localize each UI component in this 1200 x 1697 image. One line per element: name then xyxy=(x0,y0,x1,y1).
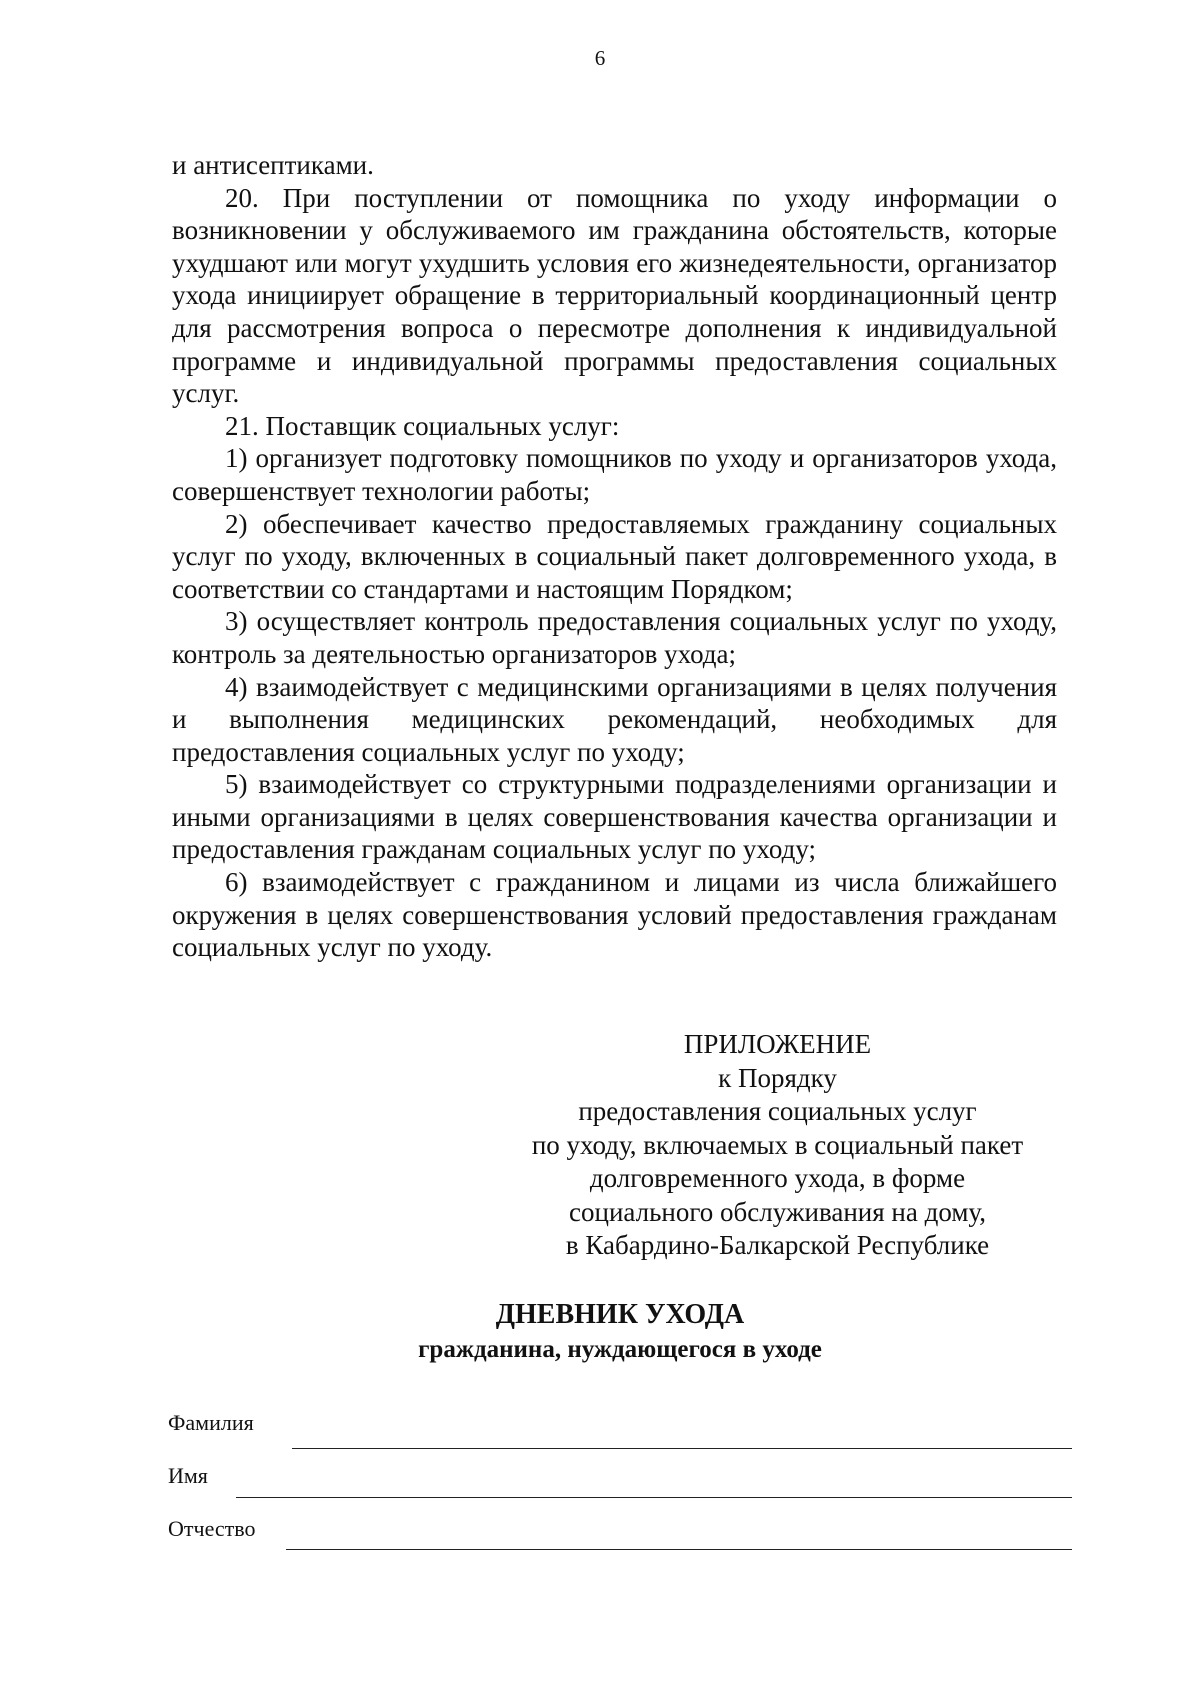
list-item-2: 2) обеспечивает качество предоставляемых гражданину социальных услуг по уходу, включенных в социальный пакет долговременного ухода, в соответствии со стандартами и настоящим Порядком; xyxy=(172,508,1057,604)
surname-label: Фамилия xyxy=(168,1410,254,1435)
list-item-5: 5) взаимодействует со структурными подразделениями организации и иными организациями в целях совершенствования качества организации и предоставления гражданам социальных услуг по уходу; xyxy=(172,769,1057,865)
appendix-line: долговременного ухода, в форме xyxy=(589,1163,966,1193)
paragraph-continuation: и антисептиками. xyxy=(172,150,374,180)
patronymic-label: Отчество xyxy=(168,1516,256,1541)
appendix-line: к Порядку xyxy=(718,1062,837,1093)
paragraph-21: 21. Поставщик социальных услуг: xyxy=(225,410,620,441)
appendix-block xyxy=(505,1028,1050,1263)
appendix-heading: ПРИЛОЖЕНИЕ xyxy=(683,1029,872,1059)
diary-subtitle: гражданина, нуждающегося в уходе xyxy=(418,1336,822,1363)
name-line[interactable] xyxy=(236,1497,1072,1498)
appendix-line: предоставления социальных услуг xyxy=(578,1096,977,1126)
surname-line[interactable] xyxy=(292,1448,1072,1449)
list-item-4: 4) взаимодействует с медицинскими организациями в целях получения и выполнения медицинских рекомендаций, необходимых для предоставления социальных услуг по уходу; xyxy=(172,671,1057,767)
list-item-3: 3) осуществляет контроль предоставления социальных услуг по уходу, контроль за деятельностью организаторов ухода; xyxy=(172,606,1057,669)
list-item-6: 6) взаимодействует с гражданином и лицами из числа ближайшего окружения в целях совершенствования условий предоставления гражданам социальных услуг по уходу. xyxy=(172,867,1057,963)
appendix-line: в Кабардино-Балкарской Республике xyxy=(565,1230,990,1260)
appendix-line: по уходу, включаемых в социальный пакет xyxy=(531,1129,1024,1160)
appendix-line: социального обслуживания на дому, xyxy=(569,1196,986,1227)
list-item-1: 1) организует подготовку помощников по уходу и организаторов ухода, совершенствует технологии работы; xyxy=(172,443,1057,506)
body-text xyxy=(172,149,1057,964)
diary-title: ДНЕВНИК УХОДА xyxy=(495,1299,745,1330)
name-label: Имя xyxy=(168,1463,208,1488)
page-number: 6 xyxy=(594,46,606,70)
paragraph-20: 20. При поступлении от помощника по уходу информации о возникновении у обслуживаемого им гражданина обстоятельств, которые ухудшают или могут ухудшить условия его жизнедеятельности, организатор ухода инициирует обращение в территориальный координационный центр для рассмотрения вопроса о пересмотре дополнения к индивидуальной программе и индивидуальной программы предоставления социальных услуг. xyxy=(172,182,1057,409)
patronymic-line[interactable] xyxy=(286,1549,1072,1550)
